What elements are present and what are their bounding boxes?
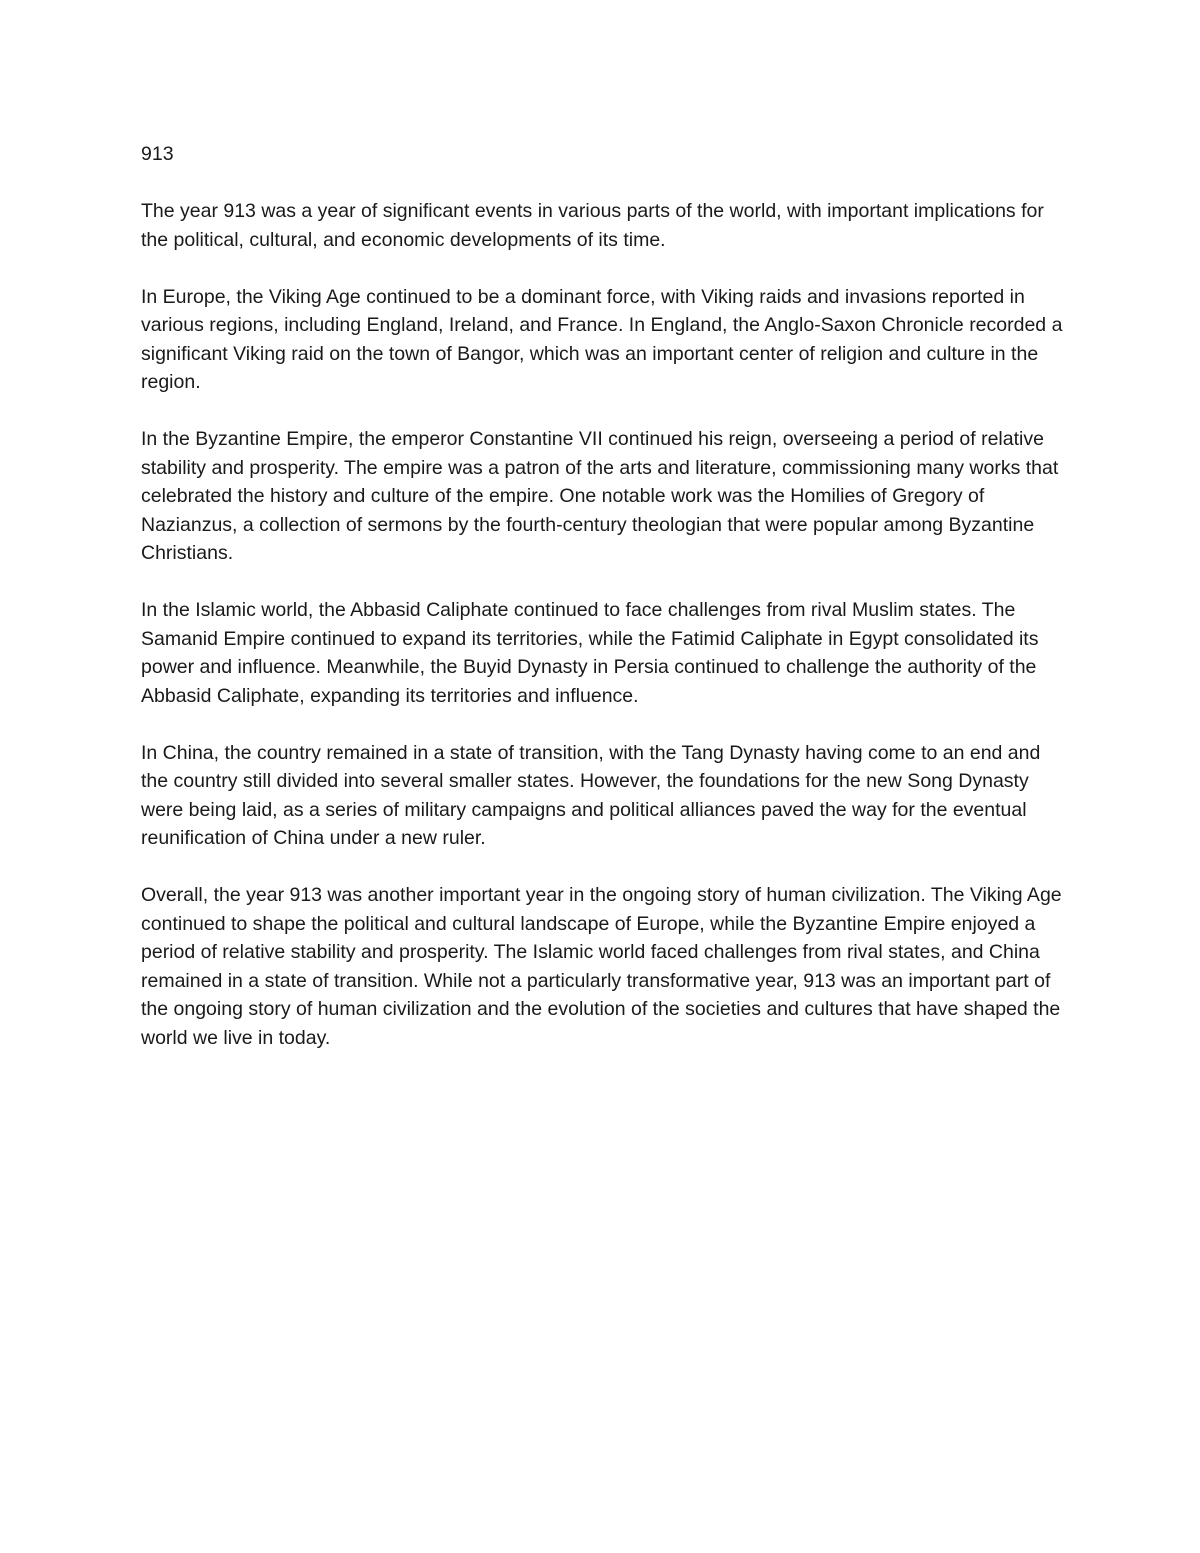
paragraph-overall: Overall, the year 913 was another important year in the ongoing story of human civilization. The Viking Age continued to shape the political and cultural landscape of Europe, while the Byzantine Empire enjoyed a period of relative stability and prosperity. The Islamic world faced challenges from rival states, and China remained in a state of transition. While not a particularly transformative year, 913 was an important part of the ongoing story of human civilization and the evolution of the societies and cultures that have shaped the world we live in today. xyxy=(141,884,1062,1049)
paragraph-byzantine: In the Byzantine Empire, the emperor Constantine VII continued his reign, overseeing a period of relative stability and prosperity. The empire was a patron of the arts and literature, commissioning many works that celebrated the history and culture of the empire. One notable work was the Homilies of Gregory of Nazianzus, a collection of sermons by the fourth-century theologian that were popular among Byzantine Christians. xyxy=(141,428,1059,564)
paragraph-europe: In Europe, the Viking Age continued to be a dominant force, with Viking raids and invasions reported in various regions, including England, Ireland, and France. In England, the Anglo-Saxon Chronicle recorded a significant Viking raid on the town of Bangor, which was an important center of religion and culture in the region. xyxy=(141,285,1063,393)
paragraph-islamic-world: In the Islamic world, the Abbasid Caliphate continued to face challenges from rival Muslim states. The Samanid Empire continued to expand its territories, while the Fatimid Caliphate in Egypt consolidated its power and influence. Meanwhile, the Buyid Dynasty in Persia continued to challenge the authority of the Abbasid Caliphate, expanding its territories and influence. xyxy=(141,599,1039,707)
document-title: 913 xyxy=(141,143,174,165)
paragraph-china: In China, the country remained in a state of transition, with the Tang Dynasty having come to an end and the country still divided into several smaller states. However, the foundations for the new Song Dynasty were being laid, as a series of military campaigns and political alliances paved the way for the eventual reunification of China under a new ruler. xyxy=(141,741,1041,849)
paragraph-intro: The year 913 was a year of significant events in various parts of the world, with important implications for the political, cultural, and economic developments of its time. xyxy=(141,200,1044,251)
document-body xyxy=(141,140,1071,1081)
